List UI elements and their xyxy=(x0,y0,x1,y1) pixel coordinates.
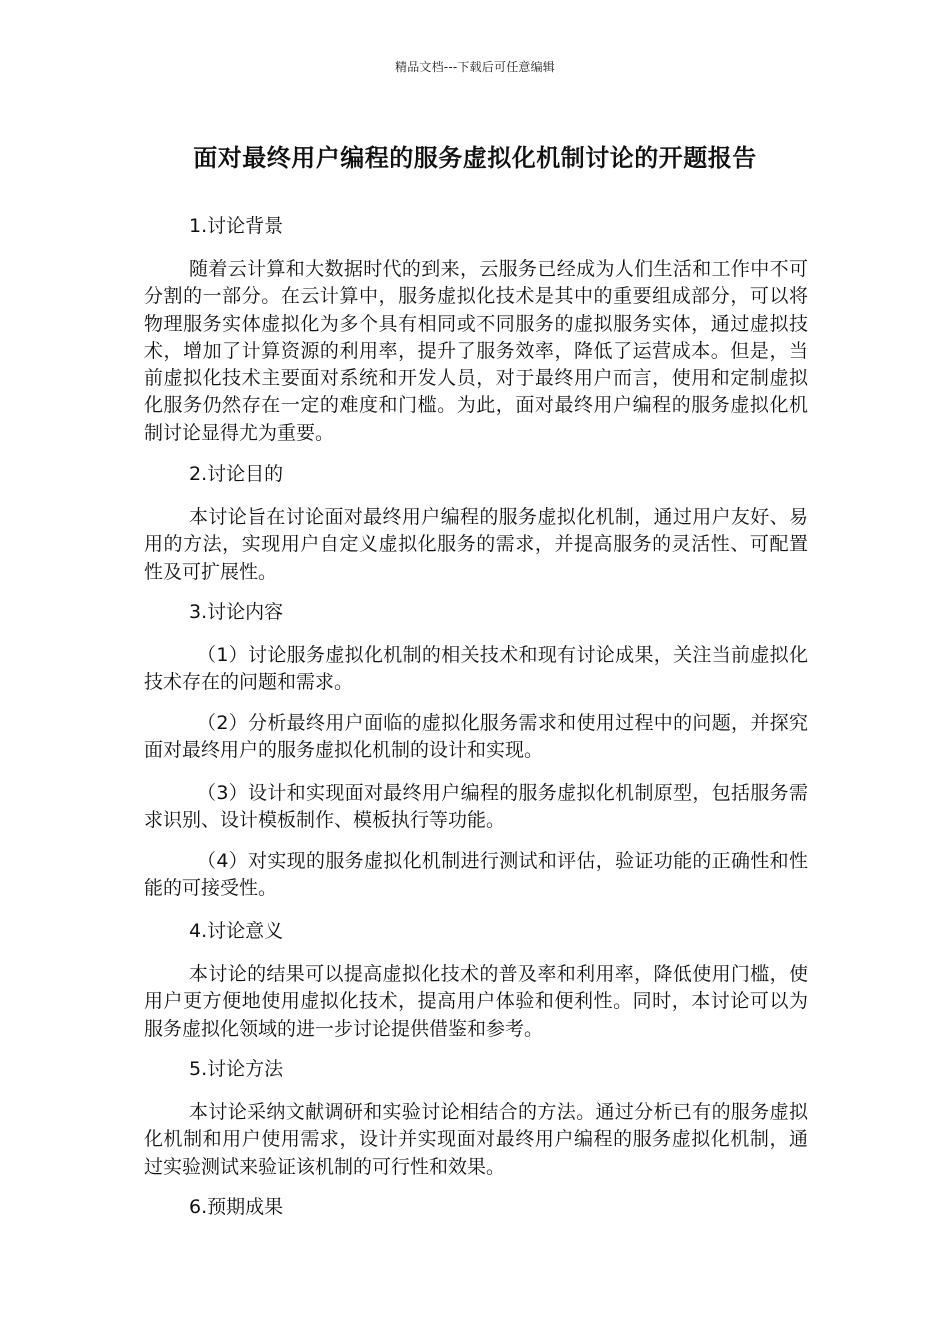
section-heading-method: 5.讨论方法 xyxy=(189,1058,284,1080)
header-note: 精品文档---下载后可任意编辑 xyxy=(395,60,555,74)
section-heading-content: 3.讨论内容 xyxy=(189,601,284,623)
content-list-item: （4）对实现的服务虚拟化机制进行测试和评估，验证功能的正确性和性能的可接受性。 xyxy=(144,850,808,900)
section-heading-significance: 4.讨论意义 xyxy=(189,920,284,942)
section-paragraph-significance: 本讨论的结果可以提高虚拟化技术的普及率和利用率，降低使用门槛，使用户更方便地使用虚拟化技术，提高用户体验和便利性。同时，本讨论可以为服务虚拟化领域的进一步讨论提供借鉴和参考。 xyxy=(144,963,808,1040)
content-list-item: （3）设计和实现面对最终用户编程的服务虚拟化机制原型，包括服务需求识别、设计模板制作、模板执行等功能。 xyxy=(144,782,808,832)
content-list-item: （1）讨论服务虚拟化机制的相关技术和现有讨论成果，关注当前虚拟化技术存在的问题和需求。 xyxy=(144,644,808,694)
document-title: 面对最终用户编程的服务虚拟化机制讨论的开题报告 xyxy=(193,144,757,172)
content-list-item: （2）分析最终用户面临的虚拟化服务需求和使用过程中的问题，并探究面对最终用户的服务虚拟化机制的设计和实现。 xyxy=(144,712,808,762)
section-heading-expected-results: 6.预期成果 xyxy=(189,1196,284,1218)
section-heading-background: 1.讨论背景 xyxy=(189,215,284,237)
section-paragraph-background: 随着云计算和大数据时代的到来，云服务已经成为人们生活和工作中不可分割的一部分。在云计算中，服务虚拟化技术是其中的重要组成部分，可以将物理服务实体虚拟化为多个具有相同或不同服务的虚拟服务实体，通过虚拟技术，增加了计算资源的利用率，提升了服务效率，降低了运营成本。但是，当前虚拟化技术主要面对系统和开发人员，对于最终用户而言，使用和定制虚拟化服务仍然存在一定的难度和门槛。为此，面对最终用户编程的服务虚拟化机制讨论显得尤为重要。 xyxy=(144,258,808,444)
section-paragraph-method: 本讨论采纳文献调研和实验讨论相结合的方法。通过分析已有的服务虚拟化机制和用户使用需求，设计并实现面对最终用户编程的服务虚拟化机制，通过实验测试来验证该机制的可行性和效果。 xyxy=(144,1101,808,1178)
section-heading-purpose: 2.讨论目的 xyxy=(189,463,284,485)
section-paragraph-purpose: 本讨论旨在讨论面对最终用户编程的服务虚拟化机制，通过用户友好、易用的方法，实现用户自定义虚拟化服务的需求，并提高服务的灵活性、可配置性及可扩展性。 xyxy=(144,506,808,583)
